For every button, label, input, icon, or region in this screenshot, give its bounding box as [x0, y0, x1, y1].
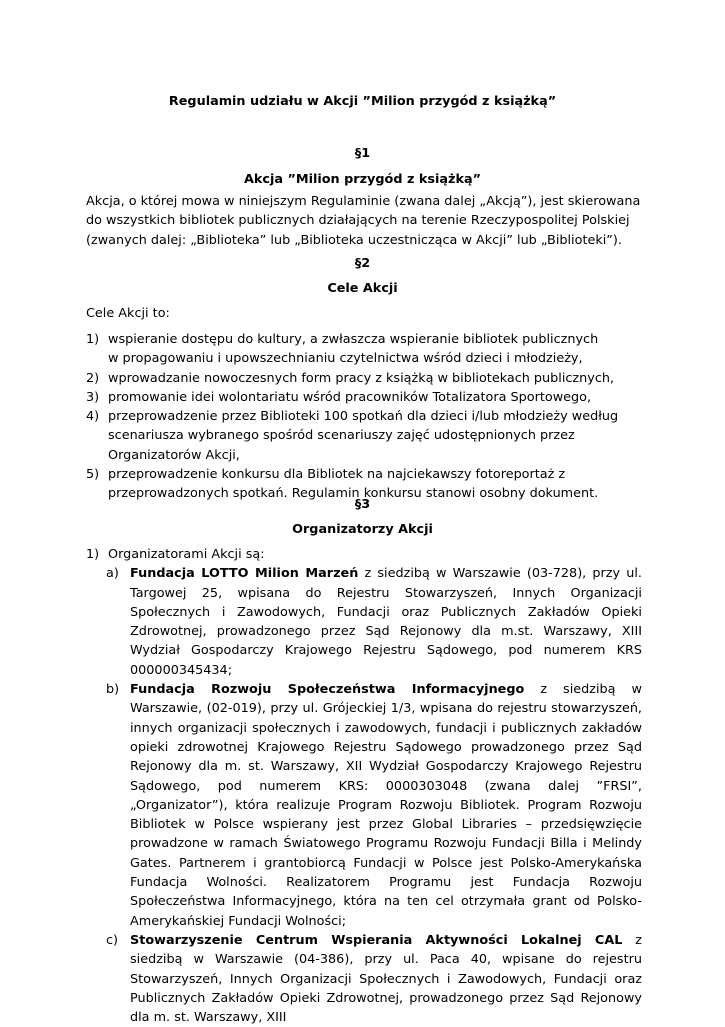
organizer-item: [86, 564, 642, 680]
list-item-number: 1): [86, 547, 100, 562]
list-item-number: 4): [86, 409, 100, 425]
section-2-mark: §2: [354, 256, 371, 271]
list-item: [86, 407, 641, 465]
section-1-heading: Akcja ”Milion przygód z książką”: [243, 172, 482, 187]
organizer-name: Stowarzyszenie Centrum Wspierania Aktywności Lokalnej CAL: [130, 932, 623, 948]
section-3-heading: Organizatorzy Akcji: [292, 522, 433, 537]
list-item-text: promowanie idei wolontariatu wśród pracowników Totalizatora Sportowego,: [108, 389, 592, 405]
list-item-number: 2): [86, 370, 100, 386]
section-2-intro: Cele Akcji to:: [86, 306, 170, 321]
section-3-mark: §3: [354, 497, 371, 512]
organizer-item: [86, 680, 642, 931]
organizer-description: z siedzibą w Warszawie (03-728), przy ul. Targowej 25, wpisana do Rejestru Stowarzyszeń, Innych Organizacji Społecznych i Zawodowych, Fundacji oraz Publicznych Zakładów Opieki Zdrowotnej, prowadzonego przez Sąd Rejonowy dla m.st. Warszawy, XIII Wydział Gospodarczy Krajowego Rejestru Sądowego, pod numerem KRS 000000345434;: [130, 566, 642, 678]
list-item-number: 1): [86, 332, 100, 347]
list-item-number: 5): [86, 467, 100, 483]
organizer-letter: a): [106, 566, 119, 582]
organizer-description: z siedzibą w Warszawie, (02-019), przy ul. Grójeckiej 1/3, wpisana do rejestru stowarzyszeń, innych organizacji społecznych i zawodowych, fundacji i publicznych zakładów opieki zdrowotnej Krajowego Rejestru Sądowego prowadzonego przez Sąd Rejonowy dla m. st. Warszawy, XII Wydział Gospodarczy Krajowego Rejestru Sądowego, pod numerem KRS: 0000303048 (zwana dalej ”FRSI”, „Organizator”), która realizuje Program Rozwoju Bibliotek. Program Rozwoju Bibliotek w Polsce wspierany jest przez Global Libraries – przedsięwzięcie prowadzone w ramach Światowego Programu Rozwoju Fundacji Billa i Melindy Gates. Partnerem i grantobiorcą Fundacji w Polsce jest Polsko-Amerykańska Fundacja Wolności. Realizatorem Programu jest Fundacja Rozwoju Społeczeństwa Informacyjnego, która na ten cel otrzymała grant od Polsko-Amerykańskiej Fundacji Wolności;: [130, 682, 642, 929]
organizer-item: [86, 931, 642, 1027]
section-2-heading: Cele Akcji: [327, 281, 398, 296]
organizer-letter: b): [106, 682, 120, 698]
list-item-text: wprowadzanie nowoczesnych form pracy z książką w bibliotekach publicznych,: [108, 370, 615, 386]
list-item-text: Organizatorami Akcji są:: [108, 547, 265, 562]
goals-list: [86, 330, 641, 504]
list-item-line: wspieranie dostępu do kultury, a zwłaszcza wspieranie bibliotek publicznych: [108, 332, 599, 347]
organizer-name: Fundacja LOTTO Milion Marzeń: [130, 566, 359, 582]
section-1-mark: §1: [354, 146, 371, 161]
document-title: Regulamin udziału w Akcji ”Milion przygód z książką”: [168, 94, 557, 109]
list-item: [86, 369, 641, 388]
list-item-text: przeprowadzenie konkursu dla Bibliotek na najciekawszy fotoreportaż z przeprowadzonych spotkań. Regulamin konkursu stanowi osobny dokument.: [108, 467, 599, 502]
list-item: [86, 545, 642, 564]
organizers-list: [86, 545, 642, 1027]
organizer-name: Fundacja Rozwoju Społeczeństwa Informacyjnego: [130, 682, 525, 698]
organizer-description: z siedzibą w Warszawie (04-386), przy ul. Paca 40, wpisane do rejestru Stowarzyszeń, Innych Organizacji Społecznych i Zawodowych, Fundacji oraz Publicznych Zakładów Opieki Zdrowotnej, prowadzonego przez Sąd Rejonowy dla m. st. Warszawy, XIII: [130, 932, 642, 1026]
list-item-line: w propagowaniu i upowszechnianiu czytelnictwa wśród dzieci i młodzieży,: [108, 351, 583, 367]
list-item: [86, 388, 641, 407]
section-1-text: Akcja, o której mowa w niniejszym Regulaminie (zwana dalej „Akcją”), jest skierowana do wszystkich bibliotek publicznych działających na terenie Rzeczypospolitej Polskiej (zwanych dalej: „Biblioteka” lub „Biblioteka uczestnicząca w Akcji” lub „Biblioteki”).: [86, 194, 641, 248]
list-item-text: przeprowadzenie przez Biblioteki 100 spotkań dla dzieci i/lub młodzieży według scenariusza wybranego spośród scenariuszy zajęć udostępnionych przez Organizatorów Akcji,: [108, 409, 619, 463]
organizer-letter: c): [106, 932, 119, 948]
list-item: [86, 330, 641, 369]
list-item-number: 3): [86, 389, 100, 405]
